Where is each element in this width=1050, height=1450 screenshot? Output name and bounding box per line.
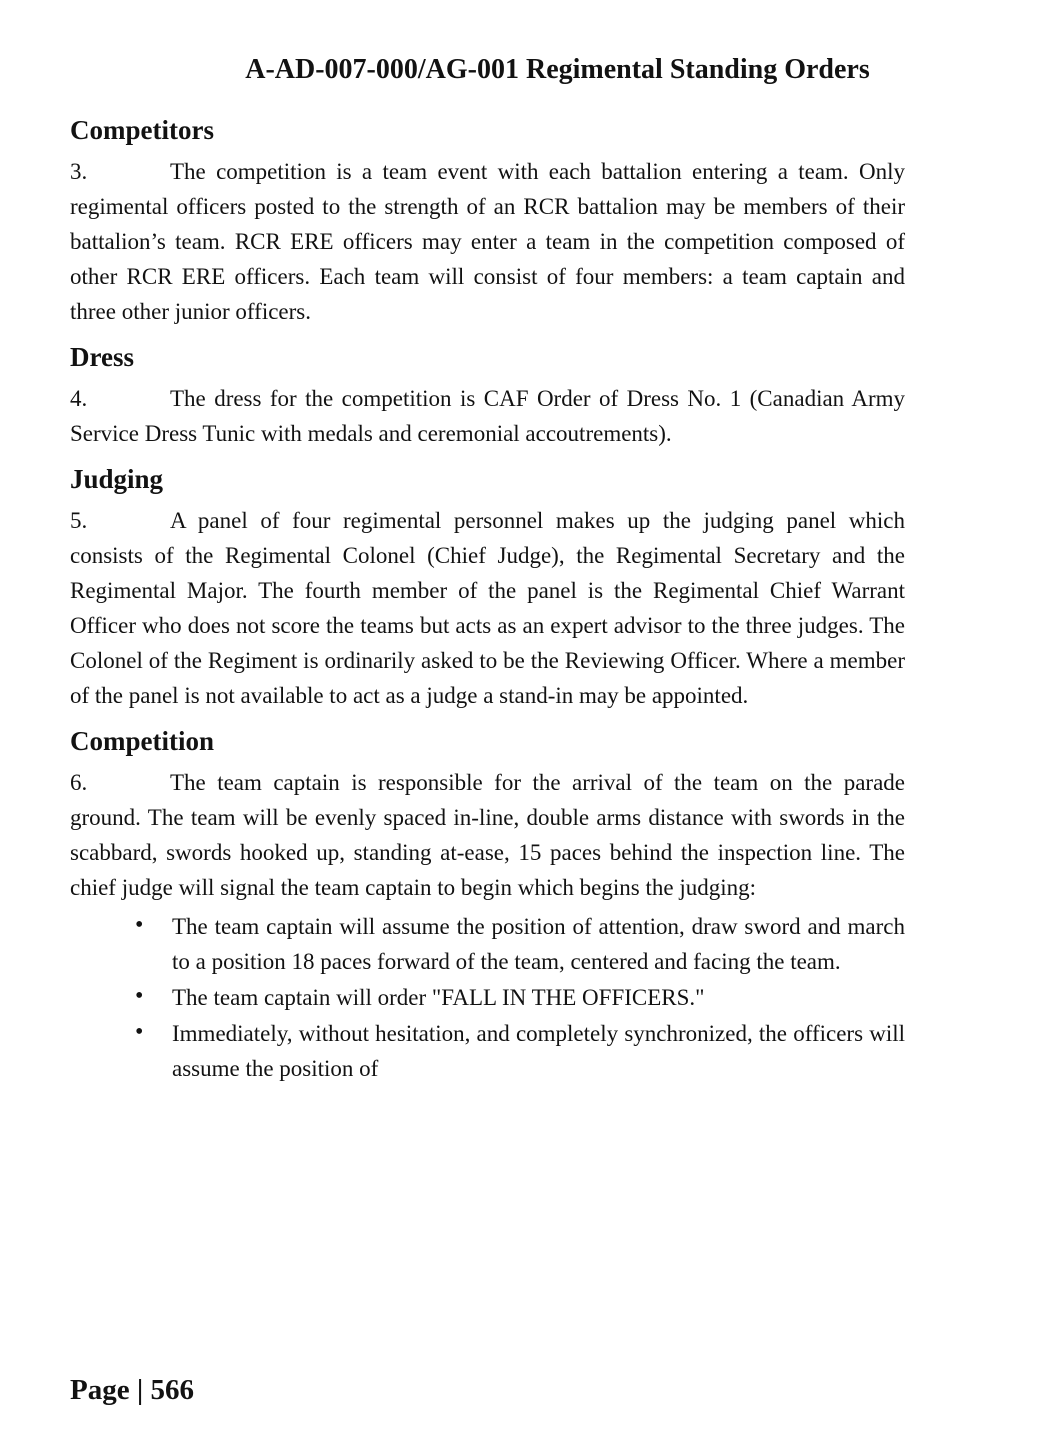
paragraph-text: The competition is a team event with each battalion entering a team. Only regimental officers posted to the strength of an RCR battalion may be members of their battalion’s team. RCR ERE officers may enter a team in the competition composed of other RCR ERE officers. Each team will consist of four members: a team captain and three other junior officers. (70, 159, 905, 324)
paragraph-5 (70, 503, 905, 713)
bullet-item (135, 909, 905, 979)
bullet-text: Immediately, without hesitation, and completely synchronized, the officers will assume the position of (172, 1021, 905, 1081)
bullet-text: The team captain will assume the position of attention, draw sword and march to a position 18 paces forward of the team, centered and facing the team. (172, 914, 905, 974)
paragraph-6 (70, 765, 905, 905)
bullet-item (135, 980, 905, 1015)
page-footer: Page | 566 (70, 1374, 194, 1406)
section-heading-competitors: Competitors (70, 115, 214, 145)
document-content (70, 50, 905, 1087)
paragraph-text: The dress for the competition is CAF Order of Dress No. 1 (Canadian Army Service Dress Tunic with medals and ceremonial accoutrements). (70, 386, 905, 446)
section-heading-dress: Dress (70, 342, 134, 372)
bullet-text: The team captain will order "FALL IN THE OFFICERS." (172, 985, 705, 1010)
paragraph-number: 6. (70, 770, 88, 795)
paragraph-4 (70, 381, 905, 451)
section-heading-judging: Judging (70, 464, 164, 494)
paragraph-text: A panel of four regimental personnel makes up the judging panel which consists of the Regimental Colonel (Chief Judge), the Regimental Secretary and the Regimental Major. The fourth member of the panel is the Regimental Chief Warrant Officer who does not score the teams but acts as an expert advisor to the three judges. The Colonel of the Regiment is ordinarily asked to be the Reviewing Officer. Where a member of the panel is not available to act as a judge a stand-in may be appointed. (70, 508, 905, 708)
bullet-item (135, 1016, 905, 1086)
bullet-icon: • (135, 1019, 144, 1045)
bullet-list (70, 909, 905, 1086)
bullet-icon: • (135, 983, 144, 1009)
section-heading-competition: Competition (70, 726, 214, 756)
paragraph-text: The team captain is responsible for the arrival of the team on the parade ground. The team will be evenly spaced in-line, double arms distance with swords in the scabbard, swords hooked up, standing at-ease, 15 paces behind the inspection line. The chief judge will signal the team captain to begin which begins the judging: (70, 770, 905, 900)
paragraph-number: 4. (70, 386, 88, 411)
paragraph-3 (70, 154, 905, 329)
bullet-icon: • (135, 912, 144, 938)
paragraph-number: 3. (70, 159, 88, 184)
document-title: A-AD-007-000/AG-001 Regimental Standing Orders (245, 54, 870, 85)
paragraph-number: 5. (70, 508, 88, 533)
